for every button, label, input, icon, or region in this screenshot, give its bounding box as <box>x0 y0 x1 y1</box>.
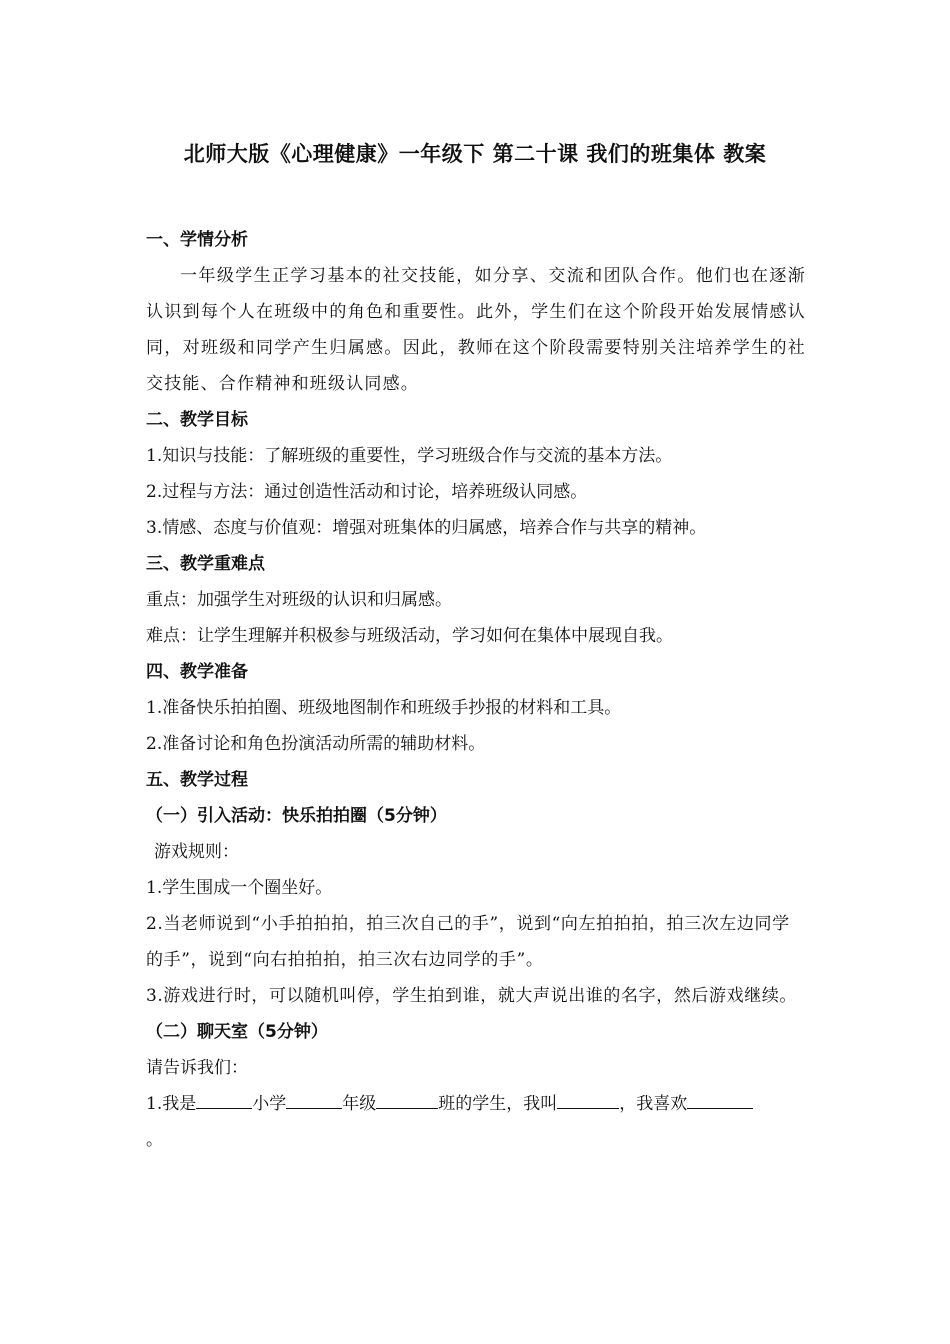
fill-text: 小学 <box>252 1094 287 1114</box>
name-blank[interactable] <box>557 1090 619 1109</box>
subsection-heading-intro-activity: （一）引入活动：快乐拍拍圈（5分钟） <box>146 806 447 826</box>
analysis-paragraph: 一年级学生正学习基本的社交技能，如分享、交流和团队合作。他们也在逐渐认识到每个人在班级中的角色和重要性。此外，学生们在这个阶段开始发展情感认同，对班级和同学产生归属感。因此，教师在这个阶段需要特别关注培养学生的社交技能、合作精神和班级认同感。 <box>146 266 806 394</box>
keypoint-item: 难点：让学生理解并积极参与班级活动，学习如何在集体中展现自我。 <box>146 626 673 646</box>
class-blank[interactable] <box>376 1090 438 1109</box>
page-title: 北师大版《心理健康》一年级下 第二十课 我们的班集体 教案 <box>183 142 767 166</box>
fill-text: 班的学生，我叫 <box>438 1094 558 1114</box>
section-heading-preparation: 四、教学准备 <box>146 662 248 682</box>
section-heading-keypoints: 三、教学重难点 <box>146 554 265 574</box>
rule-item: 2.当老师说到“小手拍拍拍，拍三次自己的手”，说到“向左拍拍拍，拍三次左边同学的手”，说到“向右拍拍拍，拍三次右边同学的手”。 <box>146 914 790 970</box>
fill-text: 年级 <box>342 1094 377 1114</box>
fill-in-sentence <box>146 1086 806 1158</box>
preparation-item: 1.准备快乐拍拍圈、班级地图制作和班级手抄报的材料和工具。 <box>146 698 622 718</box>
goal-item: 2.过程与方法：通过创造性活动和讨论，培养班级认同感。 <box>146 482 588 502</box>
section-heading-process: 五、教学过程 <box>146 770 248 790</box>
fill-text: 1.我是 <box>146 1094 197 1114</box>
chatroom-prompt: 请告诉我们： <box>146 1058 248 1078</box>
fill-text: ，我喜欢 <box>619 1094 688 1114</box>
section-heading-analysis: 一、学情分析 <box>146 230 248 250</box>
grade-blank[interactable] <box>286 1090 342 1109</box>
rule-item: 3.游戏进行时，可以随机叫停，学生拍到谁，就大声说出谁的名字，然后游戏继续。 <box>146 986 798 1006</box>
fill-text: 。 <box>146 1130 163 1150</box>
game-rules-label: 游戏规则： <box>154 842 239 862</box>
hobby-blank[interactable] <box>687 1090 753 1109</box>
school-blank[interactable] <box>196 1090 252 1109</box>
goal-item: 1.知识与技能：了解班级的重要性，学习班级合作与交流的基本方法。 <box>146 446 673 466</box>
keypoint-item: 重点：加强学生对班级的认识和归属感。 <box>146 590 452 610</box>
preparation-item: 2.准备讨论和角色扮演活动所需的辅助材料。 <box>146 734 486 754</box>
document-body <box>146 222 806 1158</box>
goal-item: 3.情感、态度与价值观：增强对班集体的归属感，培养合作与共享的精神。 <box>146 518 707 538</box>
subsection-heading-chatroom: （二）聊天室（5分钟） <box>146 1022 328 1042</box>
rule-item: 1.学生围成一个圈坐好。 <box>146 878 333 898</box>
section-heading-goals: 二、教学目标 <box>146 410 248 430</box>
